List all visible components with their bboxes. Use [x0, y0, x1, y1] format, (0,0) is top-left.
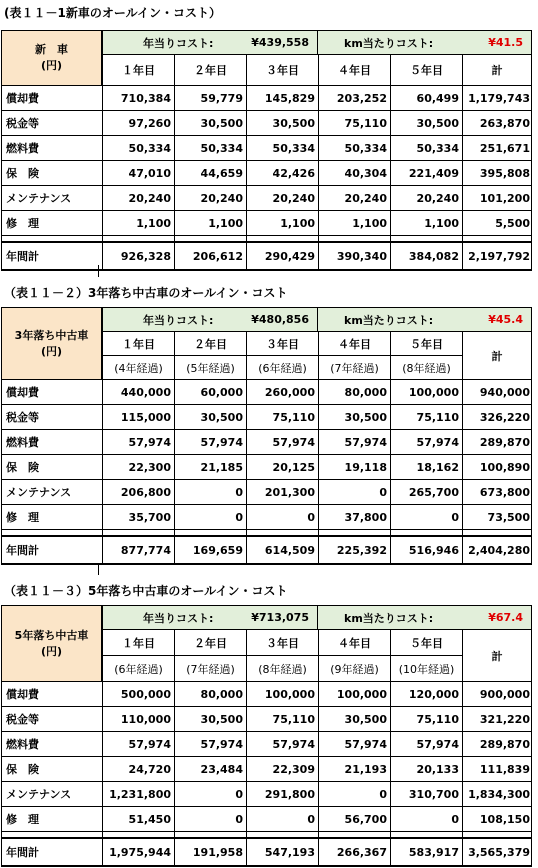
- year-value: 20,240: [344, 191, 387, 205]
- total-header: 計: [462, 331, 532, 380]
- year-value: 1,231,800: [109, 787, 171, 801]
- annual-cost-value: ¥713,075: [251, 611, 309, 624]
- year-value: 50,334: [272, 141, 315, 155]
- row-label: 修 理: [6, 813, 39, 826]
- year-value: 291,800: [264, 787, 315, 801]
- grid-line: [390, 380, 391, 565]
- year-value: 0: [379, 485, 387, 499]
- row-label: 保 険: [6, 763, 39, 776]
- annual-total-value: 516,946: [408, 543, 459, 557]
- row-label: 償却費: [6, 92, 39, 105]
- total-row-label: 年間計: [6, 250, 39, 263]
- year-value: 18,162: [416, 460, 459, 474]
- annual-total-value: 583,917: [408, 845, 459, 859]
- grid-line: [1, 681, 532, 682]
- row-total-value: 289,870: [479, 737, 530, 751]
- row-label: 償却費: [6, 386, 39, 399]
- annual-total-value: 206,612: [192, 249, 243, 263]
- year-header-2: ２年目: [174, 331, 247, 356]
- km-cost-label: km当たりコスト:: [344, 313, 434, 327]
- year-header-3: ３年目: [246, 54, 319, 86]
- row-total-value: 101,200: [479, 191, 530, 205]
- year-value: 75,110: [272, 410, 315, 424]
- year-value: 75,110: [272, 712, 315, 726]
- grid-line: [318, 380, 319, 565]
- annual-total-value: 390,340: [336, 249, 387, 263]
- table-row: [1, 782, 532, 807]
- year-header-1: １年目: [102, 54, 175, 86]
- row-total-value: 251,671: [479, 141, 530, 155]
- grid-line: [246, 682, 247, 867]
- grid-line: [174, 86, 175, 271]
- annual-total-value: 169,659: [192, 543, 243, 557]
- grid-line: [531, 682, 532, 867]
- table-corner-header: [1, 30, 102, 86]
- grid-line: [390, 86, 391, 271]
- table-row: [1, 455, 532, 480]
- year-value: 50,334: [416, 141, 459, 155]
- vehicle-type-label: 3年落ち中古車: [14, 328, 89, 342]
- row-label: 燃料費: [6, 436, 39, 449]
- year-header-5: ５年目: [390, 54, 463, 86]
- year-header-2: ２年目: [174, 629, 247, 656]
- row-total-value: 73,500: [487, 510, 530, 524]
- elapsed-years-4: (7年経過): [318, 355, 391, 380]
- year-value: 57,974: [272, 435, 315, 449]
- km-cost-label: km当たりコスト:: [344, 611, 434, 625]
- year-value: 60,499: [416, 91, 459, 105]
- unit-label: (円): [40, 344, 63, 358]
- row-total-value: 108,150: [479, 812, 530, 826]
- year-value: 57,974: [344, 737, 387, 751]
- year-value: 1,100: [424, 216, 459, 230]
- table-row: [1, 757, 532, 782]
- year-value: 50,334: [128, 141, 171, 155]
- year-value: 30,500: [344, 712, 387, 726]
- annual-cost-label: 年当りコスト:: [143, 611, 214, 625]
- elapsed-years-5: (10年経過): [390, 655, 463, 682]
- row-total-value: 100,890: [479, 460, 530, 474]
- total-row: [1, 535, 532, 565]
- table-caption: （表１１－２）3年落ち中古車のオールイン・コスト: [4, 286, 288, 300]
- grid-line: [1, 379, 532, 380]
- grid-line: [462, 682, 463, 867]
- km-cost-value: ¥41.5: [488, 36, 523, 49]
- year-value: 30,500: [200, 116, 243, 130]
- year-header-5: ５年目: [390, 629, 463, 656]
- grid-line: [318, 86, 319, 271]
- year-value: 1,100: [136, 216, 171, 230]
- year-value: 37,800: [344, 510, 387, 524]
- year-value: 23,484: [200, 762, 243, 776]
- table-row: [1, 405, 532, 430]
- annual-cost-value: ¥439,558: [251, 36, 309, 49]
- year-value: 59,779: [200, 91, 243, 105]
- cost-table: [1, 30, 532, 272]
- year-value: 75,110: [416, 712, 459, 726]
- year-value: 30,500: [200, 410, 243, 424]
- total-row-label: 年間計: [6, 544, 39, 557]
- elapsed-years-2: (7年経過): [174, 655, 247, 682]
- year-value: 42,426: [272, 166, 315, 180]
- grid-line: [174, 682, 175, 867]
- elapsed-years-3: (6年経過): [246, 355, 319, 380]
- annual-cost-label: 年当りコスト:: [143, 313, 214, 327]
- row-label: 燃料費: [6, 738, 39, 751]
- km-cost-cell: [317, 307, 532, 332]
- year-value: 30,500: [272, 116, 315, 130]
- total-row: [1, 837, 532, 867]
- annual-cost-cell: [102, 605, 318, 630]
- year-value: 20,240: [200, 191, 243, 205]
- year-value: 24,720: [128, 762, 171, 776]
- year-header-1: １年目: [102, 629, 175, 656]
- year-value: 56,700: [344, 812, 387, 826]
- grid-line: [1, 380, 2, 565]
- row-label: 燃料費: [6, 142, 39, 155]
- year-header-3: ３年目: [246, 331, 319, 356]
- vehicle-type-label: 新 車: [35, 43, 68, 56]
- year-value: 20,240: [272, 191, 315, 205]
- grid-line: [246, 380, 247, 565]
- year-value: 57,974: [200, 435, 243, 449]
- table-row: [1, 682, 532, 707]
- total-row-label: 年間計: [6, 846, 39, 859]
- year-value: 0: [235, 812, 243, 826]
- year-value: 100,000: [264, 687, 315, 701]
- year-value: 110,000: [120, 712, 171, 726]
- row-total-value: 1,834,300: [468, 787, 530, 801]
- year-value: 57,974: [416, 737, 459, 751]
- year-header-4: ４年目: [318, 54, 391, 86]
- annual-total-value: 877,774: [120, 543, 171, 557]
- year-value: 0: [451, 510, 459, 524]
- total-header: 計: [462, 629, 532, 682]
- year-value: 0: [307, 510, 315, 524]
- table-row: [1, 430, 532, 455]
- year-value: 0: [235, 787, 243, 801]
- annual-total-value: 191,958: [192, 845, 243, 859]
- year-value: 0: [307, 812, 315, 826]
- row-label: 税金等: [6, 713, 39, 726]
- table-corner-header: [1, 307, 102, 380]
- total-header: 計: [462, 54, 532, 86]
- grand-total-value: 2,197,792: [468, 249, 530, 263]
- row-total-value: 321,220: [479, 712, 530, 726]
- annual-total-value: 926,328: [120, 249, 171, 263]
- year-value: 1,100: [352, 216, 387, 230]
- grid-line: [462, 380, 463, 565]
- year-value: 21,193: [344, 762, 387, 776]
- table-row: [1, 211, 532, 236]
- year-value: 57,974: [344, 435, 387, 449]
- row-total-value: 263,870: [479, 116, 530, 130]
- annual-total-value: 547,193: [264, 845, 315, 859]
- year-header-4: ４年目: [318, 331, 391, 356]
- year-value: 710,384: [120, 91, 171, 105]
- row-label: メンテナンス: [6, 788, 72, 801]
- year-value: 22,300: [128, 460, 171, 474]
- grid-line: [102, 86, 103, 271]
- table-row: [1, 505, 532, 530]
- grid-line: [462, 86, 463, 271]
- year-value: 57,974: [416, 435, 459, 449]
- row-label: メンテナンス: [6, 192, 72, 205]
- year-value: 19,118: [344, 460, 387, 474]
- table-row: [1, 807, 532, 832]
- year-header-3: ３年目: [246, 629, 319, 656]
- year-value: 265,700: [408, 485, 459, 499]
- year-value: 30,500: [416, 116, 459, 130]
- year-header-2: ２年目: [174, 54, 247, 86]
- table-caption: (表１１－1新車のオールイン・コスト）: [4, 6, 221, 20]
- grid-line: [174, 380, 175, 565]
- annual-total-value: 1,975,944: [109, 845, 171, 859]
- year-value: 310,700: [408, 787, 459, 801]
- row-total-value: 5,500: [495, 216, 530, 230]
- year-value: 75,110: [416, 410, 459, 424]
- row-total-value: 395,808: [479, 166, 530, 180]
- row-total-value: 940,000: [479, 385, 530, 399]
- year-value: 440,000: [120, 385, 171, 399]
- year-value: 21,185: [200, 460, 243, 474]
- year-value: 22,309: [272, 762, 315, 776]
- section-divider-tick: [98, 563, 99, 575]
- year-value: 30,500: [344, 410, 387, 424]
- table-row: [1, 136, 532, 161]
- row-label: 修 理: [6, 511, 39, 524]
- table-row: [1, 480, 532, 505]
- year-value: 80,000: [200, 687, 243, 701]
- grid-line: [102, 682, 103, 867]
- km-cost-value: ¥45.4: [488, 313, 523, 326]
- elapsed-years-1: (6年経過): [102, 655, 175, 682]
- year-value: 57,974: [200, 737, 243, 751]
- year-value: 50,334: [200, 141, 243, 155]
- year-value: 20,240: [128, 191, 171, 205]
- row-total-value: 289,870: [479, 435, 530, 449]
- unit-label: (円): [40, 644, 63, 658]
- annual-cost-value: ¥480,856: [251, 313, 309, 326]
- annual-total-value: 614,509: [264, 543, 315, 557]
- year-value: 100,000: [336, 687, 387, 701]
- grid-line: [531, 86, 532, 271]
- annual-cost-cell: [102, 307, 318, 332]
- year-value: 0: [379, 787, 387, 801]
- year-value: 206,800: [120, 485, 171, 499]
- grand-total-value: 3,565,379: [468, 845, 530, 859]
- year-header-5: ５年目: [390, 331, 463, 356]
- row-label: 税金等: [6, 117, 39, 130]
- year-value: 80,000: [344, 385, 387, 399]
- year-value: 0: [235, 485, 243, 499]
- annual-total-value: 225,392: [336, 543, 387, 557]
- year-value: 0: [235, 510, 243, 524]
- grid-line: [318, 682, 319, 867]
- year-value: 500,000: [120, 687, 171, 701]
- year-value: 75,110: [344, 116, 387, 130]
- km-cost-cell: [317, 605, 532, 630]
- table-row: [1, 380, 532, 405]
- unit-label: (円): [40, 59, 63, 72]
- year-value: 30,500: [200, 712, 243, 726]
- grand-total-value: 2,404,280: [468, 543, 530, 557]
- row-label: メンテナンス: [6, 486, 72, 499]
- row-total-value: 111,839: [479, 762, 530, 776]
- year-value: 1,100: [208, 216, 243, 230]
- table-row: [1, 161, 532, 186]
- section-divider-tick: [98, 265, 99, 277]
- table-corner-header: [1, 605, 102, 682]
- km-cost-cell: [317, 30, 532, 55]
- total-row: [1, 241, 532, 271]
- year-value: 44,659: [200, 166, 243, 180]
- grid-line: [1, 682, 2, 867]
- annual-total-value: 384,082: [408, 249, 459, 263]
- cost-table: [1, 307, 532, 566]
- table-caption: （表１１－３）5年落ち中古車のオールイン・コスト: [4, 584, 288, 598]
- grid-line: [531, 380, 532, 565]
- year-value: 57,974: [128, 435, 171, 449]
- row-label: 保 険: [6, 167, 39, 180]
- cost-table: [1, 605, 532, 868]
- annual-total-value: 290,429: [264, 249, 315, 263]
- row-total-value: 326,220: [479, 410, 530, 424]
- year-value: 60,000: [200, 385, 243, 399]
- table-row: [1, 86, 532, 111]
- row-total-value: 900,000: [479, 687, 530, 701]
- year-value: 260,000: [264, 385, 315, 399]
- year-value: 20,240: [416, 191, 459, 205]
- grid-line: [390, 682, 391, 867]
- year-value: 40,304: [344, 166, 387, 180]
- year-value: 47,010: [128, 166, 171, 180]
- row-total-value: 1,179,743: [468, 91, 530, 105]
- km-cost-value: ¥67.4: [488, 611, 523, 624]
- elapsed-years-5: (8年経過): [390, 355, 463, 380]
- grid-line: [1, 86, 2, 271]
- year-value: 51,450: [128, 812, 171, 826]
- year-value: 221,409: [408, 166, 459, 180]
- grid-line: [246, 86, 247, 271]
- table-row: [1, 707, 532, 732]
- row-label: 税金等: [6, 411, 39, 424]
- annual-cost-label: 年当りコスト:: [143, 36, 214, 50]
- year-value: 35,700: [128, 510, 171, 524]
- year-value: 57,974: [272, 737, 315, 751]
- year-value: 201,300: [264, 485, 315, 499]
- row-total-value: 673,800: [479, 485, 530, 499]
- table-row: [1, 111, 532, 136]
- row-label: 修 理: [6, 217, 39, 230]
- year-value: 20,125: [272, 460, 315, 474]
- year-value: 100,000: [408, 385, 459, 399]
- year-value: 20,133: [416, 762, 459, 776]
- elapsed-years-1: (4年経過): [102, 355, 175, 380]
- year-value: 203,252: [336, 91, 387, 105]
- annual-cost-cell: [102, 30, 318, 55]
- grid-line: [102, 380, 103, 565]
- year-value: 120,000: [408, 687, 459, 701]
- year-value: 1,100: [280, 216, 315, 230]
- vehicle-type-label: 5年落ち中古車: [14, 628, 89, 642]
- elapsed-years-3: (8年経過): [246, 655, 319, 682]
- elapsed-years-2: (5年経過): [174, 355, 247, 380]
- grid-line: [1, 85, 532, 86]
- km-cost-label: km当たりコスト:: [344, 36, 434, 50]
- year-value: 97,260: [128, 116, 171, 130]
- table-row: [1, 186, 532, 211]
- annual-total-value: 266,367: [336, 845, 387, 859]
- year-value: 50,334: [344, 141, 387, 155]
- year-header-4: ４年目: [318, 629, 391, 656]
- year-value: 145,829: [264, 91, 315, 105]
- elapsed-years-4: (9年経過): [318, 655, 391, 682]
- table-row: [1, 732, 532, 757]
- year-value: 57,974: [128, 737, 171, 751]
- year-header-1: １年目: [102, 331, 175, 356]
- row-label: 償却費: [6, 688, 39, 701]
- year-value: 0: [451, 812, 459, 826]
- row-label: 保 険: [6, 461, 39, 474]
- year-value: 115,000: [120, 410, 171, 424]
